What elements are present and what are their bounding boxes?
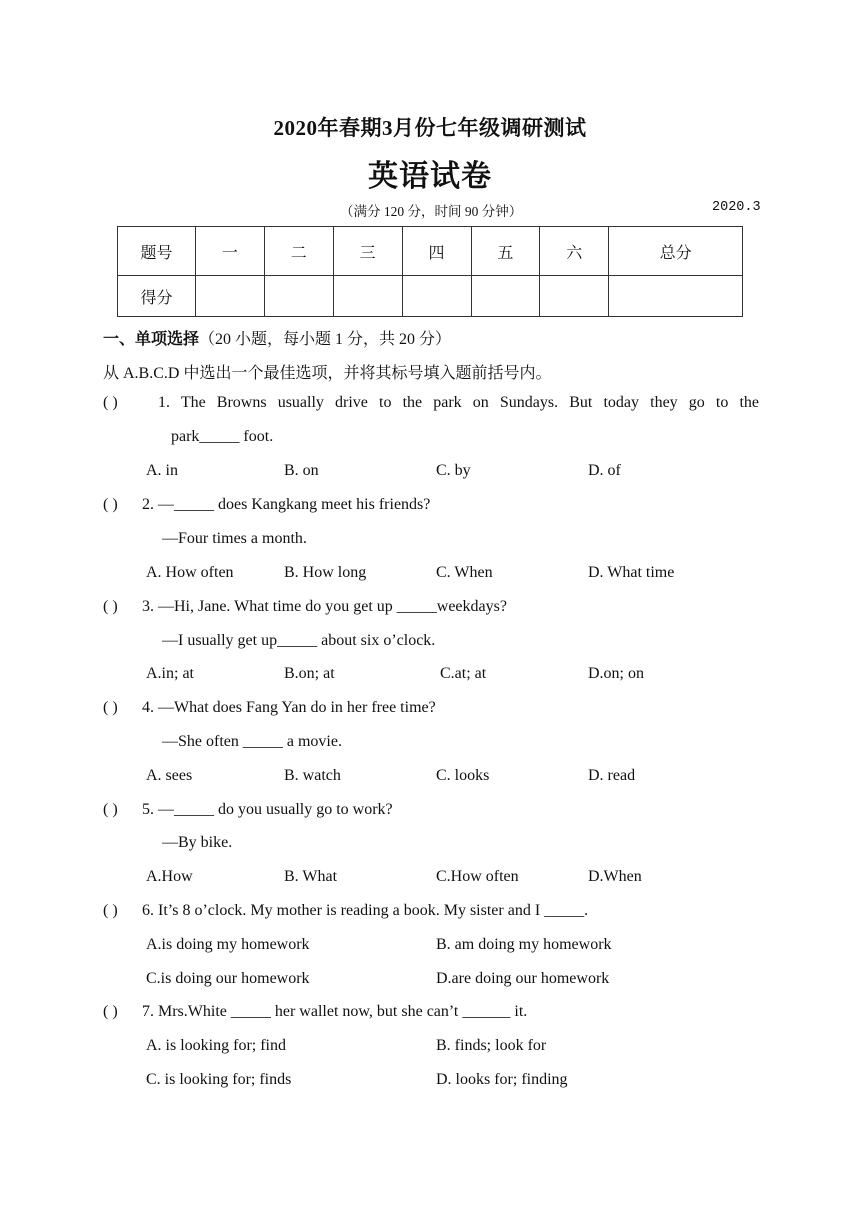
question-7-option-d: D. looks for; finding [436,1071,568,1088]
question-7-option-c: C. is looking for; finds [146,1071,292,1088]
section-heading-bold: 一、单项选择 [103,331,200,348]
question-2-stem-cont: —Four times a month. [162,530,307,547]
question-5-option-b: B. What [284,868,338,885]
question-5-stem-cont: —By bike. [162,834,233,851]
question-6-text: 6. It’s 8 o’clock. My mother is reading a book. My sister and I _____. [142,902,589,919]
question-1-stem-cont: park_____ foot. [171,428,274,445]
question-6-option-b: B. am doing my homework [436,936,612,953]
question-4-option-d: D. read [588,767,636,784]
section-heading-rest: （20 小题，每小题 1 分，共 20 分） [199,331,452,348]
score-table-header-row [118,227,743,276]
question-3-stem-cont: —I usually get up_____ about six o’clock. [162,632,436,649]
question-4-option-b: B. watch [284,767,341,784]
score-cell-label: 题号 [118,227,196,276]
score-cell-6: 六 [540,227,609,276]
answer-blank-5: ( ) [103,801,118,818]
question-1-stem [158,394,759,412]
question-1-option-a: A. in [146,462,178,479]
question-2-text: 2. —_____ does Kangkang meet his friends? [142,496,431,513]
question-3-text: 3. —Hi, Jane. What time do you get up _____weekdays? [142,598,507,615]
score-cell-1: 一 [196,227,265,276]
score-cell-5: 五 [471,227,540,276]
question-3-option-b: B.on; at [284,665,335,682]
question-3-option-d: D.on; on [588,665,644,682]
section-instruction: 从 A.B.C.D 中选出一个最佳选项，并将其标号填入题前括号内。 [103,365,552,382]
answer-blank-1: ( ) [103,394,118,411]
question-2-option-c: C. When [436,564,493,581]
score-table [117,226,743,317]
question-4-stem-cont: —She often _____ a movie. [162,733,342,750]
score-input-2 [264,276,333,317]
answer-blank-7: ( ) [103,1003,118,1020]
question-2-option-b: B. How long [284,564,367,581]
exam-date: 2020.3 [712,200,761,215]
score-cell-total: 总分 [609,227,743,276]
question-5-option-c: C.How often [436,868,519,885]
question-7-option-a: A. is looking for; find [146,1037,286,1054]
score-input-6 [540,276,609,317]
question-6-option-c: C.is doing our homework [146,970,310,987]
answer-blank-6: ( ) [103,902,118,919]
score-input-3 [333,276,402,317]
question-6-option-a: A.is doing my homework [146,936,310,953]
score-cell-4: 四 [402,227,471,276]
question-1-option-b: B. on [284,462,319,479]
question-6-option-d: D.are doing our homework [436,970,610,987]
question-5-option-a: A.How [146,868,193,885]
score-input-4 [402,276,471,317]
exam-subject: 英语试卷 [368,159,492,194]
question-1-text: 1. The Browns usually drive to the park on Sundays. But today they go to the [158,394,759,411]
question-1-option-d: D. of [588,462,621,479]
question-7-option-b: B. finds; look for [436,1037,547,1054]
exam-title: 2020年春期3月份七年级调研测试 [273,116,587,140]
question-2-option-a: A. How often [146,564,234,581]
score-input-5 [471,276,540,317]
question-3-option-a: A.in; at [146,665,194,682]
question-3-option-c: C.at; at [440,665,487,682]
answer-blank-2: ( ) [103,496,118,513]
score-cell-2: 二 [264,227,333,276]
question-7-text: 7. Mrs.White _____ her wallet now, but she can’t ______ it. [142,1003,528,1020]
question-4-text: 4. —What does Fang Yan do in her free time? [142,699,436,716]
question-5-text: 5. —_____ do you usually go to work? [142,801,393,818]
score-input-1 [196,276,265,317]
score-input-total [609,276,743,317]
score-row-label: 得分 [118,276,196,317]
section-heading [103,326,451,349]
question-4-option-c: C. looks [436,767,490,784]
question-1-option-c: C. by [436,462,471,479]
question-5-option-d: D.When [588,868,642,885]
exam-subtitle: （满分 120 分，时间 90 分钟） [340,204,523,219]
score-table-score-row [118,276,743,317]
question-2-option-d: D. What time [588,564,675,581]
question-4-option-a: A. sees [146,767,193,784]
score-cell-3: 三 [333,227,402,276]
answer-blank-4: ( ) [103,699,118,716]
answer-blank-3: ( ) [103,598,118,615]
